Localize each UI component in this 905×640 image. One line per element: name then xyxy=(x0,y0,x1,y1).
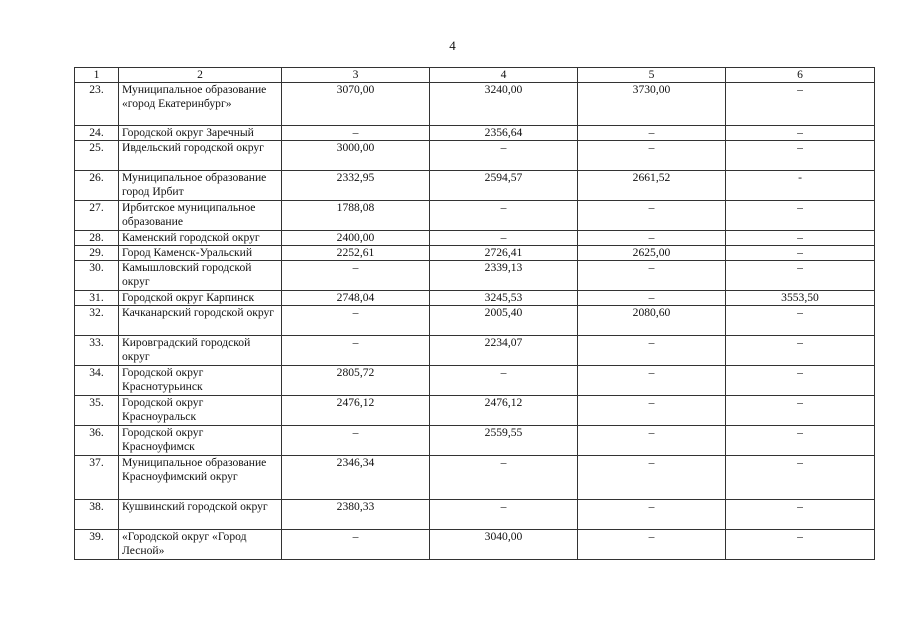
value-col-4: – xyxy=(430,201,578,231)
value-col-4: 2476,12 xyxy=(430,396,578,426)
municipality-name: Качканарский городской округ xyxy=(119,306,282,336)
row-number: 38. xyxy=(75,500,119,530)
row-number: 39. xyxy=(75,530,119,560)
value-col-5: – xyxy=(578,500,726,530)
value-col-6: – xyxy=(726,456,875,500)
value-col-5: – xyxy=(578,456,726,500)
value-col-5: – xyxy=(578,530,726,560)
value-col-6: – xyxy=(726,83,875,126)
header-row xyxy=(75,68,875,83)
municipality-name: Ивдельский городской округ xyxy=(119,141,282,171)
table-row xyxy=(75,141,875,171)
value-col-3: 1788,08 xyxy=(282,201,430,231)
value-col-5: – xyxy=(578,426,726,456)
value-col-5: 2661,52 xyxy=(578,171,726,201)
row-number: 33. xyxy=(75,336,119,366)
value-col-4: 2234,07 xyxy=(430,336,578,366)
value-col-6: – xyxy=(726,500,875,530)
header-col-3: 3 xyxy=(282,68,430,83)
table-row xyxy=(75,201,875,231)
value-col-5: – xyxy=(578,126,726,141)
table-row xyxy=(75,336,875,366)
data-table xyxy=(74,67,875,560)
value-col-4: 2726,41 xyxy=(430,246,578,261)
header-col-1: 1 xyxy=(75,68,119,83)
table-row xyxy=(75,291,875,306)
value-col-3: – xyxy=(282,530,430,560)
table-row xyxy=(75,231,875,246)
value-col-3: 2332,95 xyxy=(282,171,430,201)
row-number: 35. xyxy=(75,396,119,426)
table-row xyxy=(75,126,875,141)
row-number: 29. xyxy=(75,246,119,261)
table-row xyxy=(75,456,875,500)
row-number: 24. xyxy=(75,126,119,141)
table-row xyxy=(75,396,875,426)
row-number: 27. xyxy=(75,201,119,231)
value-col-3: 2805,72 xyxy=(282,366,430,396)
value-col-4: 2339,13 xyxy=(430,261,578,291)
row-number: 31. xyxy=(75,291,119,306)
value-col-6: – xyxy=(726,231,875,246)
value-col-5: – xyxy=(578,141,726,171)
row-number: 36. xyxy=(75,426,119,456)
row-number: 23. xyxy=(75,83,119,126)
value-col-3: 2380,33 xyxy=(282,500,430,530)
table-body xyxy=(75,83,875,560)
value-col-3: 2346,34 xyxy=(282,456,430,500)
value-col-6: – xyxy=(726,126,875,141)
table-row xyxy=(75,426,875,456)
row-number: 34. xyxy=(75,366,119,396)
value-col-6: 3553,50 xyxy=(726,291,875,306)
value-col-3: – xyxy=(282,426,430,456)
value-col-4: – xyxy=(430,456,578,500)
value-col-4: 3240,00 xyxy=(430,83,578,126)
row-number: 25. xyxy=(75,141,119,171)
municipality-name: Городской округ Краснотурьинск xyxy=(119,366,282,396)
value-col-4: – xyxy=(430,231,578,246)
value-col-3: – xyxy=(282,261,430,291)
row-number: 26. xyxy=(75,171,119,201)
table-row xyxy=(75,530,875,560)
value-col-3: 2748,04 xyxy=(282,291,430,306)
value-col-3: – xyxy=(282,126,430,141)
value-col-4: – xyxy=(430,366,578,396)
value-col-3: 2476,12 xyxy=(282,396,430,426)
value-col-6: – xyxy=(726,396,875,426)
municipality-name: Каменский городской округ xyxy=(119,231,282,246)
table-row xyxy=(75,261,875,291)
municipality-name: Городской округ Карпинск xyxy=(119,291,282,306)
value-col-4: 3040,00 xyxy=(430,530,578,560)
row-number: 37. xyxy=(75,456,119,500)
value-col-4: 2559,55 xyxy=(430,426,578,456)
municipality-name: Кировградский городской округ xyxy=(119,336,282,366)
value-col-6: – xyxy=(726,366,875,396)
row-number: 30. xyxy=(75,261,119,291)
municipality-name: Город Каменск-Уральский xyxy=(119,246,282,261)
value-col-6: – xyxy=(726,141,875,171)
row-number: 32. xyxy=(75,306,119,336)
value-col-4: 2005,40 xyxy=(430,306,578,336)
table-row xyxy=(75,366,875,396)
table-row xyxy=(75,83,875,126)
value-col-5: – xyxy=(578,366,726,396)
value-col-4: 2594,57 xyxy=(430,171,578,201)
municipality-name: Городской округ Заречный xyxy=(119,126,282,141)
municipality-name: Городской округ Красноуфимск xyxy=(119,426,282,456)
value-col-6: – xyxy=(726,261,875,291)
municipality-name: «Городской округ «Город Лесной» xyxy=(119,530,282,560)
value-col-6: – xyxy=(726,201,875,231)
value-col-6: – xyxy=(726,336,875,366)
value-col-3: 3070,00 xyxy=(282,83,430,126)
value-col-3: 2400,00 xyxy=(282,231,430,246)
header-col-5: 5 xyxy=(578,68,726,83)
municipality-name: Муниципальное образование «город Екатеринбург» xyxy=(119,83,282,126)
value-col-4: – xyxy=(430,500,578,530)
value-col-5: – xyxy=(578,201,726,231)
value-col-3: – xyxy=(282,336,430,366)
value-col-6: – xyxy=(726,246,875,261)
value-col-4: 3245,53 xyxy=(430,291,578,306)
table-row xyxy=(75,171,875,201)
municipality-name: Камышловский городской округ xyxy=(119,261,282,291)
value-col-5: – xyxy=(578,336,726,366)
value-col-5: – xyxy=(578,261,726,291)
value-col-6: - xyxy=(726,171,875,201)
value-col-5: – xyxy=(578,396,726,426)
table-row xyxy=(75,306,875,336)
municipality-name: Кушвинский городской округ xyxy=(119,500,282,530)
municipality-name: Городской округ Красноуральск xyxy=(119,396,282,426)
municipality-name: Муниципальное образование Красноуфимский округ xyxy=(119,456,282,500)
value-col-6: – xyxy=(726,426,875,456)
table-row xyxy=(75,246,875,261)
municipality-name: Муниципальное образование город Ирбит xyxy=(119,171,282,201)
header-col-6: 6 xyxy=(726,68,875,83)
table-header xyxy=(75,68,875,83)
header-col-2: 2 xyxy=(119,68,282,83)
value-col-5: 2625,00 xyxy=(578,246,726,261)
value-col-6: – xyxy=(726,306,875,336)
value-col-6: – xyxy=(726,530,875,560)
header-col-4: 4 xyxy=(430,68,578,83)
table-row xyxy=(75,500,875,530)
value-col-4: 2356,64 xyxy=(430,126,578,141)
row-number: 28. xyxy=(75,231,119,246)
value-col-5: – xyxy=(578,231,726,246)
municipality-name: Ирбитское муниципальное образование xyxy=(119,201,282,231)
value-col-3: 3000,00 xyxy=(282,141,430,171)
value-col-5: 3730,00 xyxy=(578,83,726,126)
value-col-5: – xyxy=(578,291,726,306)
value-col-3: – xyxy=(282,306,430,336)
value-col-4: – xyxy=(430,141,578,171)
value-col-3: 2252,61 xyxy=(282,246,430,261)
page-number: 4 xyxy=(449,38,456,53)
value-col-5: 2080,60 xyxy=(578,306,726,336)
